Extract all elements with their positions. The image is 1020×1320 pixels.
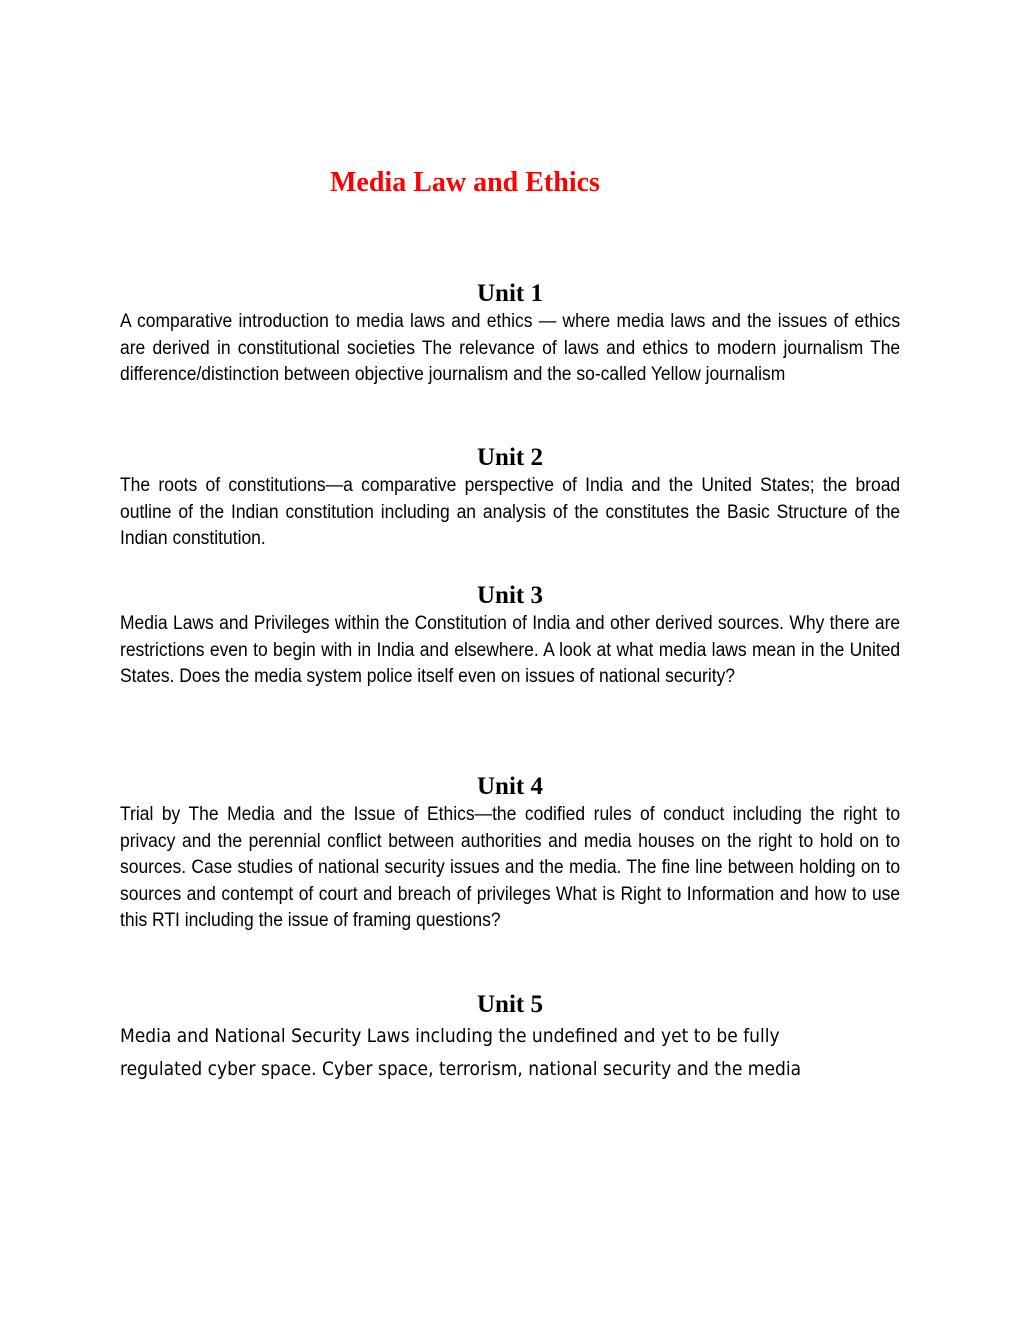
unit-description-5: Media and National Security Laws including the undefined and yet to be fully regulated cyber space. Cyber space, terrorism, national security and the media (120, 1025, 802, 1080)
unit-section-3 (120, 581, 900, 691)
document-title: Media Law and Ethics (330, 167, 600, 198)
unit-section-1 (120, 279, 900, 389)
unit-description-3: Media Laws and Privileges within the Constitution of India and other derived sources. Why there are restrictions even to begin with in India and elsewhere. A look at what media laws mean in the United States. Does the media system police itself even on issues of national security? (120, 613, 901, 688)
unit-section-4 (120, 772, 900, 935)
unit-heading-2: Unit 2 (477, 444, 543, 471)
unit-heading-3: Unit 3 (477, 582, 543, 609)
unit-heading-5: Unit 5 (477, 991, 543, 1018)
unit-section-5 (120, 990, 900, 1086)
unit-description-2: The roots of constitutions—a comparative perspective of India and the United States; the broad outline of the Indian constitution including an analysis of the constitutes the Basic Structure of the Indian constitution. (120, 475, 901, 550)
unit-heading-1: Unit 1 (477, 280, 543, 307)
unit-description-1: A comparative introduction to media laws and ethics — where media laws and the issues of ethics are derived in constitutional societies The relevance of laws and ethics to modern journalism The difference/distinction between objective journalism and the so-called Yellow journalism (120, 311, 901, 386)
unit-section-2 (120, 443, 900, 553)
unit-description-4: Trial by The Media and the Issue of Ethics—the codified rules of conduct including the right to privacy and the perennial conflict between authorities and media houses on the right to hold on to sources. Case studies of national security issues and the media. The fine line between holding on to sources and contempt of court and breach of privileges What is Right to Information and how to use this RTI including the issue of framing questions? (120, 804, 901, 932)
unit-heading-4: Unit 4 (477, 773, 543, 800)
